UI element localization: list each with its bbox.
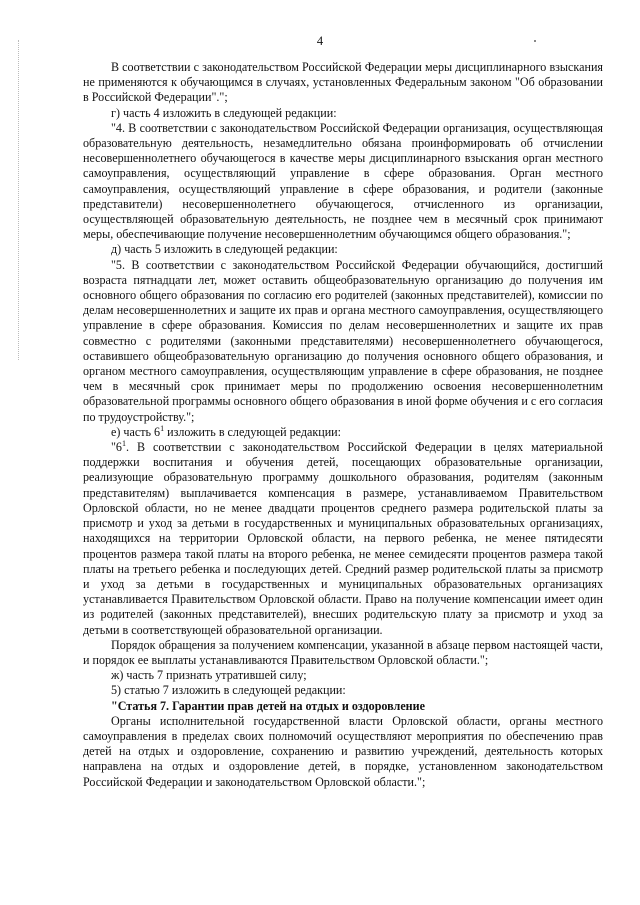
paragraph (83, 440, 603, 638)
article-heading: "Статья 7. Гарантии прав детей на отдых и оздоровление (111, 698, 425, 713)
paragraph: ж) часть 7 признать утратившей силу; (111, 668, 307, 683)
paragraph: г) часть 4 изложить в следующей редакции: (111, 105, 337, 120)
paragraph: "5. В соответствии с законодательством Российской Федерации обучающийся, достигший возраста пятнадцати лет, может оставить общеобразовательную организацию до получения им основного общего образования по согласию его родителей (законных представителей), комиссии по делам несовершеннолетних и защите их прав и органа местного самоуправления, осуществляющего управление в сфере образования. Комиссия по делам несовершеннолетних и защите их прав совместно с родителями (законными представителями) несовершеннолетнего обучающегося, оставившего общеобразовательную организацию до получения основного общего образования, и органом местного самоуправления, осуществляющим управление в сфере образования, не позднее чем в месячный срок принимает меры по продолжению освоения несовершеннолетним образовательной программы основного общего образования в иной форме обучения и с его согласия по трудоустройству."; (83, 257, 603, 424)
paragraph (83, 425, 603, 440)
superscript: 1 (160, 423, 165, 433)
paragraph: 5) статью 7 изложить в следующей редакции: (111, 683, 346, 698)
page-number: 4 (316, 34, 324, 48)
paragraph-text: е) часть 6 (111, 424, 161, 439)
superscript: 1 (121, 439, 126, 449)
paragraph: В соответствии с законодательством Российской Федерации меры дисциплинарного взыскания не применяются к обучающимся в случаях, установленных Федеральным законом "Об образовании в Российской Федерации"."; (83, 60, 603, 105)
paragraph: "4. В соответствии с законодательством Российской Федерации организация, осуществляющая образовательную деятельность, незамедлительно обязана проинформировать об отчислении несовершеннолетнего обучающегося в качестве меры дисциплинарного взыскания орган местного самоуправления, осуществляющий управление в сфере образования. Орган местного самоуправления, осуществляющий управление в сфере образования, и родители (законные представители) несовершеннолетнего обучающегося, отчисленного из организации, осуществляющей образовательную деятельность, не позднее чем в месячный срок принимают меры, обеспечивающие получение несовершеннолетним обучающимся общего образования."; (83, 120, 603, 242)
document-body (83, 60, 603, 790)
paragraph: Порядок обращения за получением компенсации, указанной в абзаце первом настоящей части, и порядок ее выплаты устанавливаются Правительством Орловской области."; (83, 637, 603, 667)
paragraph-text: . В соответствии с законодательством Российской Федерации в целях материальной поддержки воспитания и обучения детей, посещающих образовательные организации, реализующие образовательную программу дошкольного образования, родителям (законным представителям) выплачивается компенсация в размере, устанавливаемом Правительством Орловской области, но не менее двадцати процентов среднего размера родительской платы за присмотр и уход за детьми в государственных и муниципальных образовательных организациях, находящихся на территории Орловской области, на первого ребенка, не менее пятидесяти процентов размера такой платы на второго ребенка, не менее семидесяти процентов размера такой платы на третьего ребенка и последующих детей. Средний размер родительской платы за присмотр и уход за детьми в государственных и муниципальных образовательных организациях устанавливается Правительством Орловской области. Право на получение компенсации имеет один из родителей (законных представителей), внесших родительскую плату за присмотр и уход за детьми в соответствующей образовательной организации. (83, 440, 603, 637)
paragraph: д) часть 5 изложить в следующей редакции: (111, 242, 338, 257)
paragraph-text: "6 (111, 440, 122, 455)
paragraph-text: изложить в следующей редакции: (164, 424, 341, 439)
scan-margin-marks (18, 40, 21, 360)
paragraph: Органы исполнительной государственной власти Орловской области, органы местного самоуправления в пределах своих полномочий осуществляют мероприятия по обеспечению прав детей на отдых и оздоровление, сохранению и развитию учреждений, деятельность которых направлена на отдых и оздоровление детей, в порядке, установленном законодательством Российской Федерации и законодательством Орловской области."; (83, 713, 603, 789)
